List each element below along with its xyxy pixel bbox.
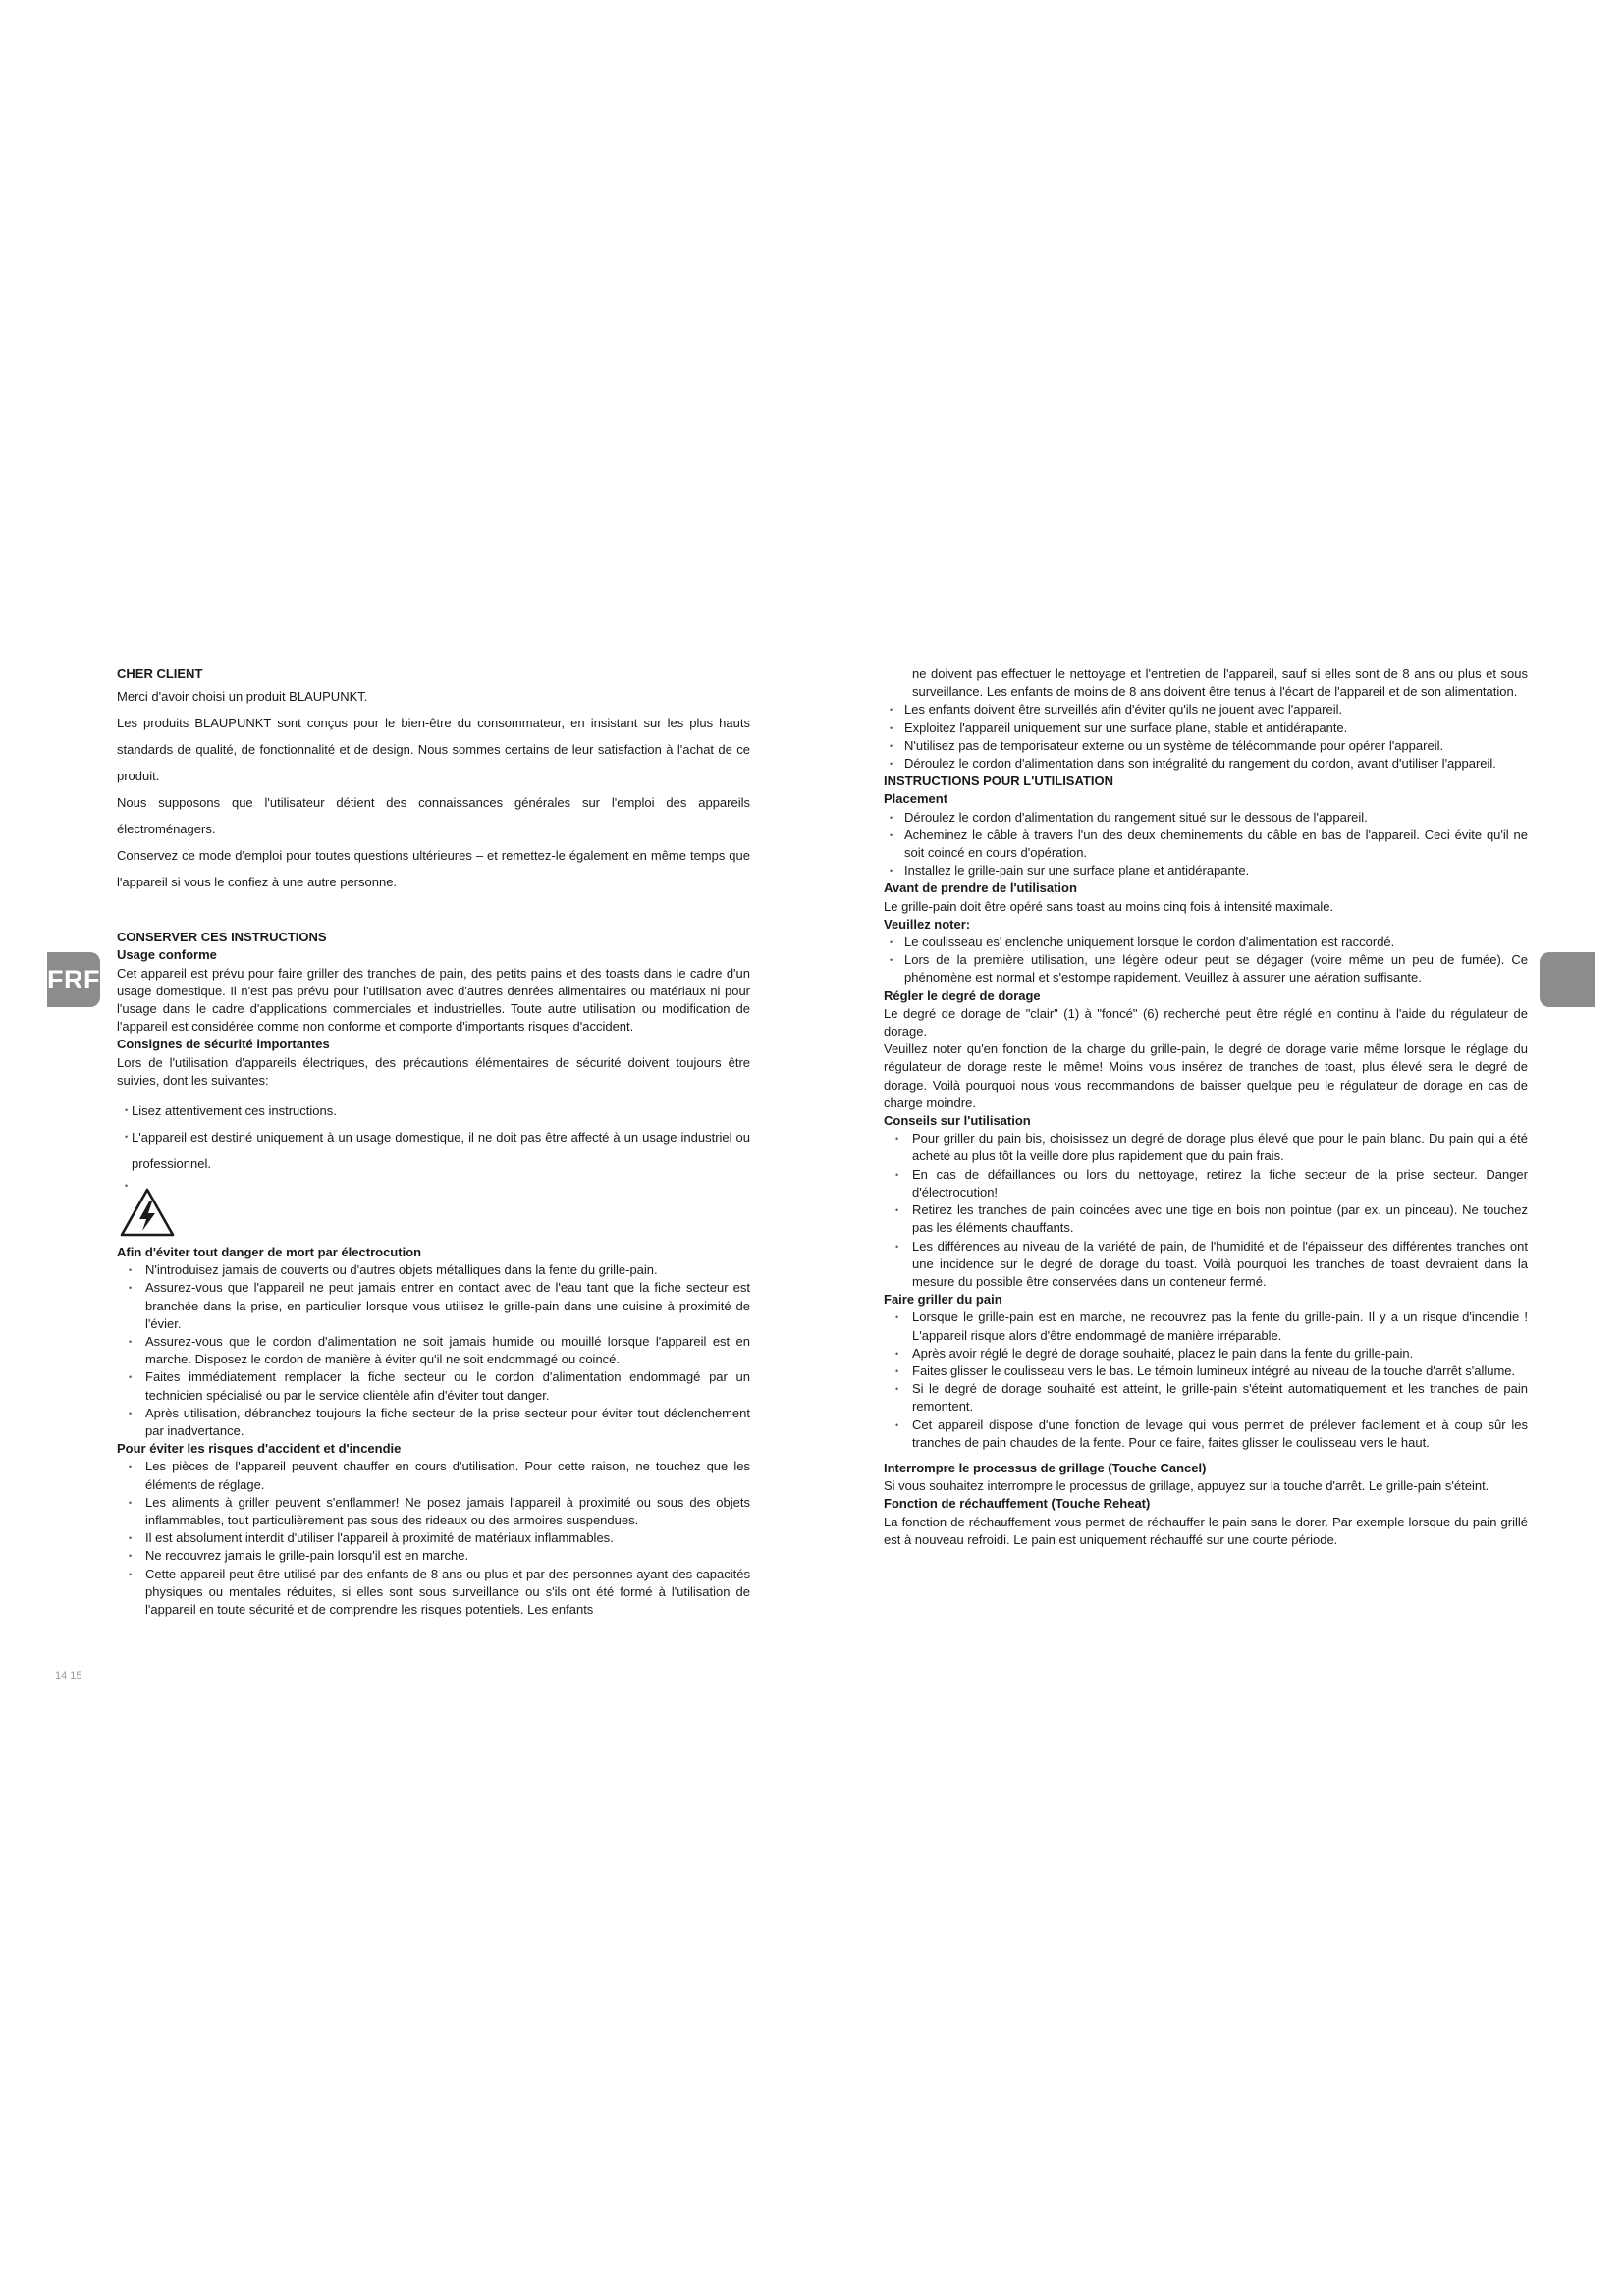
list-item: • Exploitez l'appareil uniquement sur une surface plane, stable et antidérapante. xyxy=(884,720,1528,737)
language-tab-label: FRF xyxy=(47,964,100,994)
electrocution-section xyxy=(117,1244,750,1440)
list-item: • Déroulez le cordon d'alimentation dans son intégralité du rangement du cordon, avant d'utiliser l'appareil. xyxy=(884,755,1528,773)
list-item: • Après utilisation, débranchez toujours la fiche secteur de la prise secteur pour éviter tout déclenchement par inadvertance. xyxy=(117,1405,750,1440)
interrompre-heading: Interrompre le processus de grillage (Touche Cancel) xyxy=(884,1460,1207,1475)
placement-heading: Placement xyxy=(884,791,948,807)
list-item: • Lorsque le grille-pain est en marche, ne recouvrez pas la fente du grille-pain. Il y a un risque d'incendie ! L'appareil risque alors d'être endommagé de manière irréparable. xyxy=(884,1308,1528,1344)
instructions-heading: INSTRUCTIONS POUR L'UTILISATION xyxy=(884,774,1113,789)
list-item: • Les pièces de l'appareil peuvent chauffer en cours d'utilisation. Pour cette raison, ne touchez que les éléments de réglage. xyxy=(117,1458,750,1493)
list-item: • En cas de défaillances ou lors du nettoyage, retirez la fiche secteur de la prise secteur. Danger d'électrocution! xyxy=(884,1166,1528,1201)
list-item: • Acheminez le câble à travers l'un des deux cheminements du câble en bas de l'appareil. Ceci évite qu'il ne soit coincé en cours d'opération. xyxy=(884,827,1528,862)
list-item: • N'introduisez jamais de couverts ou d'autres objets métalliques dans la fente du grille-pain. xyxy=(117,1261,750,1279)
regler-text: Le degré de dorage de "clair" (1) à "foncé" (6) recherché peut être réglé en continu à l'aide du régulateur de dorage. xyxy=(884,1005,1528,1040)
faire-list xyxy=(884,1308,1528,1452)
veuillez-list xyxy=(884,934,1528,988)
warning-bullet: • xyxy=(125,1181,129,1192)
regler-heading: Régler le degré de dorage xyxy=(884,988,1041,1003)
list-item: • Lors de la première utilisation, une légère odeur peut se dégager (voire même un peu de fumée). Ce phénomène est normal et s'estompe rapidement. Veuillez à assurer une aération suffisante. xyxy=(884,951,1528,987)
safety-list-continued xyxy=(884,701,1528,773)
usage-heading: Usage conforme xyxy=(117,947,217,963)
list-item: • N'utilisez pas de temporisateur externe ou un système de télécommande pour opérer l'appareil. xyxy=(884,737,1528,755)
list-item: • L'appareil est destiné uniquement à un usage domestique, il ne doit pas être affecté à un usage industriel ou professionnel. xyxy=(117,1124,750,1177)
conserver-section xyxy=(117,929,750,1177)
electric-hazard-icon xyxy=(119,1187,176,1238)
consignes-list xyxy=(117,1097,750,1177)
regler-text: Veuillez noter qu'en fonction de la charge du grille-pain, le degré de dorage varie même lorsque le réglage du régulateur de dorage reste le même! Moins vous insérez de tranches de toast, plus élevé sera le degré de dorage. Voilà pourquoi nous vous recommandons de baisser quelque peu le régulateur de dorage en cas de charge moindre. xyxy=(884,1041,1528,1110)
language-tab-frf xyxy=(47,952,100,1007)
list-item: • Ne recouvrez jamais le grille-pain lorsqu'il est en marche. xyxy=(117,1547,750,1565)
cher-client-section xyxy=(117,666,750,895)
reheat-heading: Fonction de réchauffement (Touche Reheat) xyxy=(884,1496,1151,1512)
usage-text: Cet appareil est prévu pour faire griller des tranches de pain, des petits pains et des toasts dans le cadre d'un usage domestique. Il n'est pas prévu pour l'utilisation avec d'autres denrées alimentaires ou matériaux ni pour l'usage dans le cadre d'applications commerciales et industrielles. Toute autre utilisation ou modification de l'appareil est considérée comme non conforme et comporte d'importants risques d'accident. xyxy=(117,965,750,1035)
intro-paragraph: Nous supposons que l'utilisateur détient des connaissances générales sur l'emploi des appareils électroménagers. xyxy=(117,795,750,837)
avant-heading: Avant de prendre de l'utilisation xyxy=(884,881,1077,896)
left-column xyxy=(117,666,750,1619)
conseils-list xyxy=(884,1130,1528,1291)
list-item: • Après avoir réglé le degré de dorage souhaité, placez le pain dans la fente du grille-pain. xyxy=(884,1345,1528,1362)
right-column xyxy=(884,666,1528,1549)
list-item: • Cette appareil peut être utilisé par des enfants de 8 ans ou plus et par des personnes ayant des capacités physiques ou mentales réduites, si elles sont sous surveillance ou s'ils ont été formé à l'utilisation de l'appareil en toute sécurité et de comprendre les risques potentiels. Les enfants xyxy=(117,1566,750,1620)
list-item: • Pour griller du pain bis, choisissez un degré de dorage plus élevé que pour le pain blanc. Du pain qui a été acheté au plus tôt la veille dore plus rapidement que du pain frais. xyxy=(884,1130,1528,1165)
incendie-section xyxy=(117,1440,750,1619)
placement-list xyxy=(884,809,1528,881)
consignes-text: Lors de l'utilisation d'appareils électriques, des précautions élémentaires de sécurité doivent toujours être suivies, dont les suivantes: xyxy=(117,1054,750,1088)
continuation-text: ne doivent pas effectuer le nettoyage et l'entretien de l'appareil, sauf si elles sont de 8 ans ou plus et sous surveillance. Les enfants de moins de 8 ans doivent être tenus à l'écart de l'appareil et de son alimentation. xyxy=(912,667,1528,700)
conseils-heading: Conseils sur l'utilisation xyxy=(884,1113,1031,1129)
list-item: • Installez le grille-pain sur une surface plane et antidérapante. xyxy=(884,862,1528,880)
list-item: • Faites glisser le coulisseau vers le bas. Le témoin lumineux intégré au niveau de la touche d'arrêt s'allume. xyxy=(884,1362,1528,1380)
faire-heading: Faire griller du pain xyxy=(884,1292,1002,1308)
incendie-list xyxy=(117,1458,750,1619)
cher-client-heading: CHER CLIENT xyxy=(117,667,203,681)
warning-block xyxy=(117,1181,750,1244)
list-item: • Il est absolument interdit d'utiliser l'appareil à proximité de matériaux inflammables. xyxy=(117,1529,750,1547)
list-item: • Assurez-vous que l'appareil ne peut jamais entrer en contact avec de l'eau tant que la fiche secteur est branchée dans la prise, en particulier lorsque vous utilisez le grille-pain dans une cuisine à proximité de l'évier. xyxy=(117,1279,750,1333)
list-item: • Si le degré de dorage souhaité est atteint, le grille-pain s'éteint automatiquement et les tranches de pain remontent. xyxy=(884,1380,1528,1415)
list-item: • Les enfants doivent être surveillés afin d'éviter qu'ils ne jouent avec l'appareil. xyxy=(884,701,1528,719)
page-numbers: 14 15 xyxy=(55,1670,82,1682)
conserver-heading: CONSERVER CES INSTRUCTIONS xyxy=(117,930,327,945)
list-item: • Le coulisseau es' enclenche uniquement lorsque le cordon d'alimentation est raccordé. xyxy=(884,934,1528,951)
interrompre-text: Si vous souhaitez interrompre le processus de grillage, appuyez sur la touche d'arrêt. Le grille-pain s'éteint. xyxy=(884,1478,1489,1494)
incendie-heading: Pour éviter les risques d'accident et d'incendie xyxy=(117,1441,402,1457)
list-item: • Lisez attentivement ces instructions. xyxy=(117,1097,750,1124)
list-item: • Les aliments à griller peuvent s'enflammer! Ne posez jamais l'appareil à proximité ou sous des objets inflammables, tout particulièrement pas sous des rideaux ou des armoires suspendues. xyxy=(117,1494,750,1529)
electrocution-heading: Afin d'éviter tout danger de mort par électrocution xyxy=(117,1245,422,1260)
list-item: • Retirez les tranches de pain coincées avec une tige en bois non pointue (par ex. un pinceau). Ne touchez pas les éléments chauffants. xyxy=(884,1201,1528,1237)
avant-text: Le grille-pain doit être opéré sans toast au moins cinq fois à intensité maximale. xyxy=(884,898,1334,914)
list-item: • Les différences au niveau de la variété de pain, de l'humidité et de l'épaisseur des différentes tranches ont une incidence sur le degré de dorage du toast. Voilà pourquoi les tranches de toast devraient dans la mesure du possible être conservées dans un conteneur fermé. xyxy=(884,1238,1528,1292)
reheat-text: La fonction de réchauffement vous permet de réchauffer le pain sans le dorer. Par exemple lorsque du pain grillé est à nouveau refroidi. Le pain est uniquement réchauffé sur une courte période. xyxy=(884,1514,1528,1547)
consignes-heading: Consignes de sécurité importantes xyxy=(117,1037,330,1052)
electrocution-list xyxy=(117,1261,750,1440)
list-item: • Cet appareil dispose d'une fonction de levage qui vous permet de prélever facilement et à coup sûr les tranches de pain chaudes de la fente. Pour ce faire, faites glisser le coulisseau vers le haut. xyxy=(884,1416,1528,1452)
intro-paragraph: Merci d'avoir choisi un produit BLAUPUNKT. xyxy=(117,689,368,705)
list-item: • Faites immédiatement remplacer la fiche secteur ou le cordon d'alimentation endommagé par un technicien spécialisé ou par le service clientèle afin d'éviter tout danger. xyxy=(117,1368,750,1404)
intro-paragraph: Les produits BLAUPUNKT sont conçus pour le bien-être du consommateur, en insistant sur les plus hauts standards de qualité, de fonctionnalité et de design. Nous sommes certains de leur satisfaction à l'achat de ce produit. xyxy=(117,716,750,784)
list-item: • Assurez-vous que le cordon d'alimentation ne soit jamais humide ou mouillé lorsque l'appareil est en marche. Disposez le cordon de manière à éviter qu'il ne soit endommagé ou coincé. xyxy=(117,1333,750,1368)
veuillez-heading: Veuillez noter: xyxy=(884,916,971,932)
intro-paragraph: Conservez ce mode d'emploi pour toutes questions ultérieures – et remettez-le également en même temps que l'appareil si vous le confiez à une autre personne. xyxy=(117,848,750,890)
side-tab-right xyxy=(1540,952,1595,1007)
list-item: • Déroulez le cordon d'alimentation du rangement situé sur le dessous de l'appareil. xyxy=(884,809,1528,827)
